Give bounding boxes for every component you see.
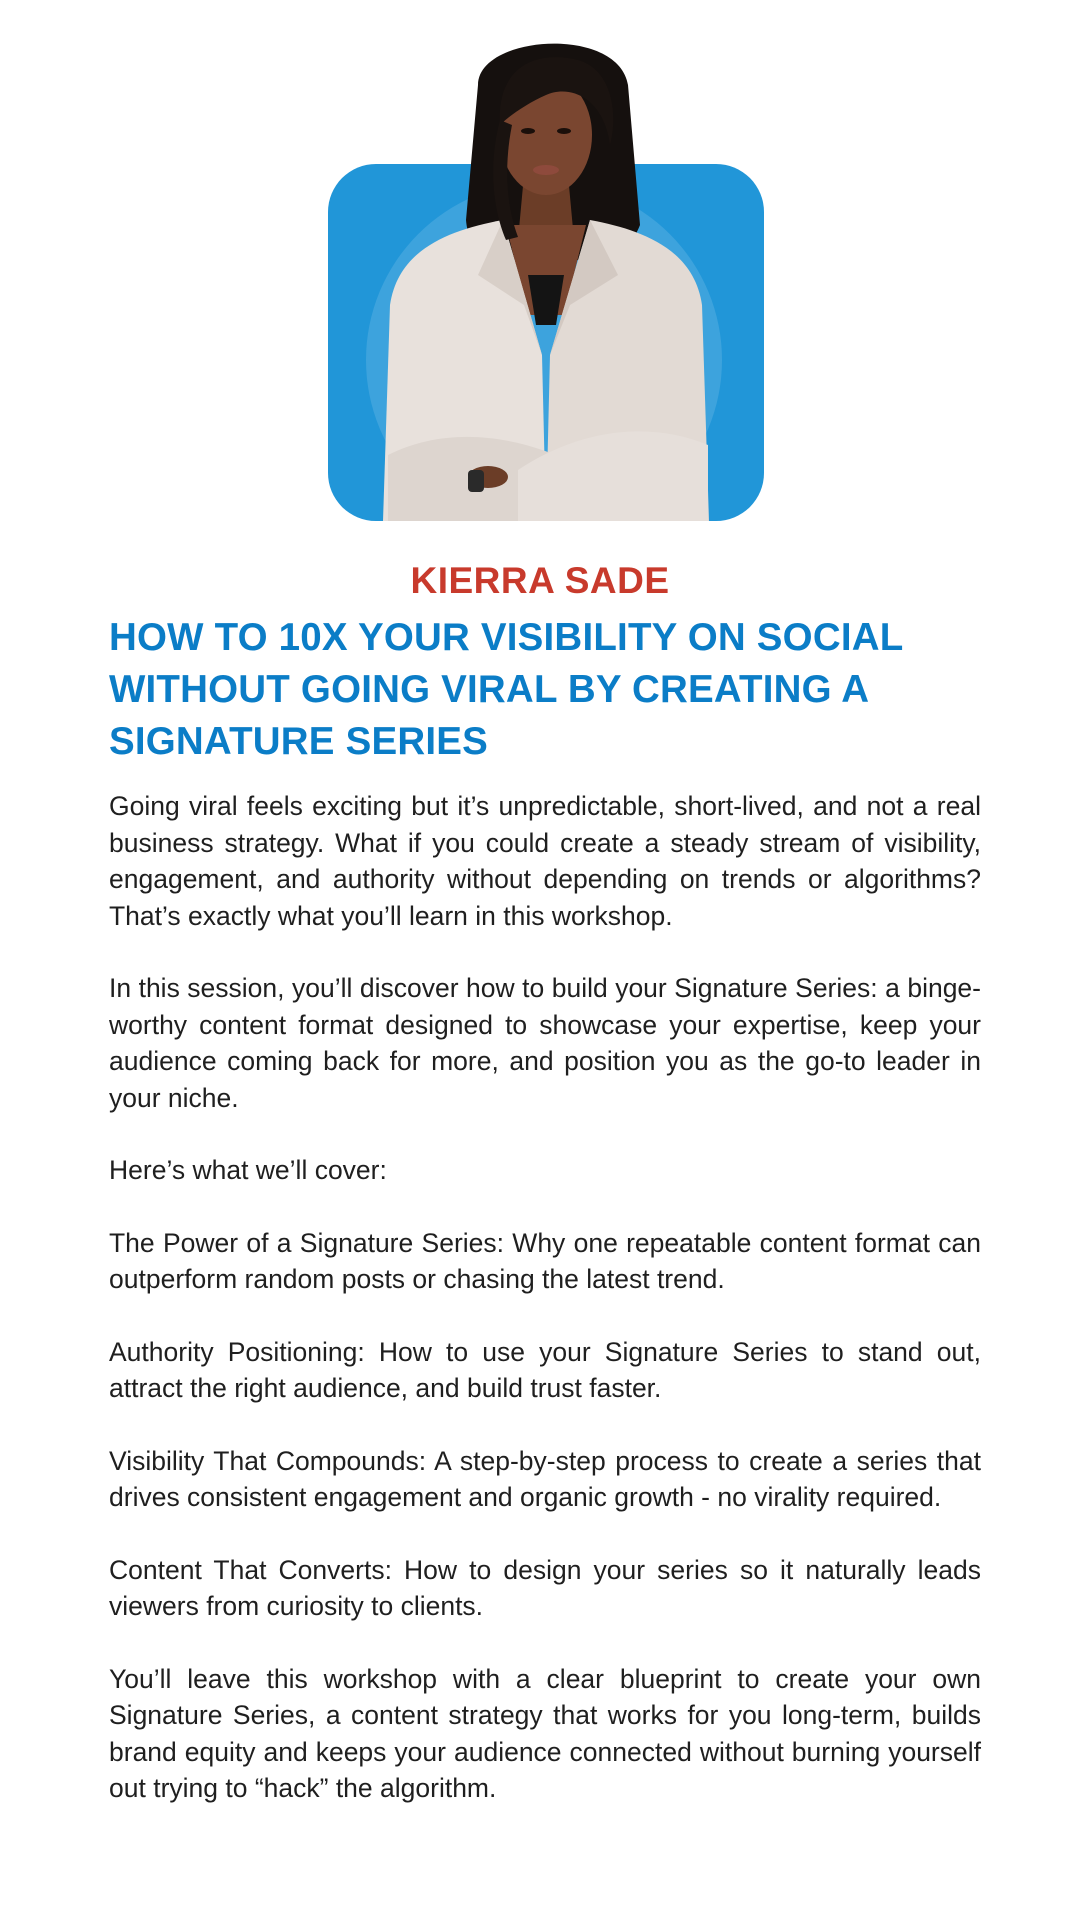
- speaker-photo: [328, 25, 764, 521]
- workshop-title: HOW TO 10X YOUR VISIBILITY ON SOCIAL WITHOUT GOING VIRAL BY CREATING A SIGNATURE SERIES: [109, 616, 903, 763]
- workshop-description: [109, 788, 981, 1807]
- speaker-name: KIERRA SADE: [410, 560, 670, 601]
- topic-signature-series: The Power of a Signature Series: Why one repeatable content format can outperform random posts or chasing the latest trend.: [109, 1227, 981, 1294]
- intro-paragraph: Going viral feels exciting but it’s unpredictable, short-lived, and not a real business strategy. What if you could create a steady stream of visibility, engagement, and authority without depending on trends or algorithms? That’s exactly what you’ll learn in this workshop.: [109, 791, 981, 931]
- speaker-portrait: [328, 25, 764, 521]
- cover-intro: Here’s what we’ll cover:: [109, 1155, 387, 1185]
- topic-authority-positioning: Authority Positioning: How to use your Signature Series to stand out, attract the right audience, and build trust faster.: [109, 1336, 981, 1403]
- session-paragraph: In this session, you’ll discover how to build your Signature Series: a binge-worthy content format designed to showcase your expertise, keep your audience coming back for more, and position you as the go-to leader in your niche.: [109, 973, 981, 1113]
- topic-content-converts: Content That Converts: How to design your series so it naturally leads viewers from curiosity to clients.: [109, 1554, 981, 1621]
- topic-visibility-compounds: Visibility That Compounds: A step-by-step process to create a series that drives consistent engagement and organic growth - no virality required.: [109, 1445, 981, 1512]
- closing-paragraph: You’ll leave this workshop with a clear blueprint to create your own Signature Series, a content strategy that works for you long-term, builds brand equity and keeps your audience connected without burning yourself out trying to “hack” the algorithm.: [109, 1663, 981, 1803]
